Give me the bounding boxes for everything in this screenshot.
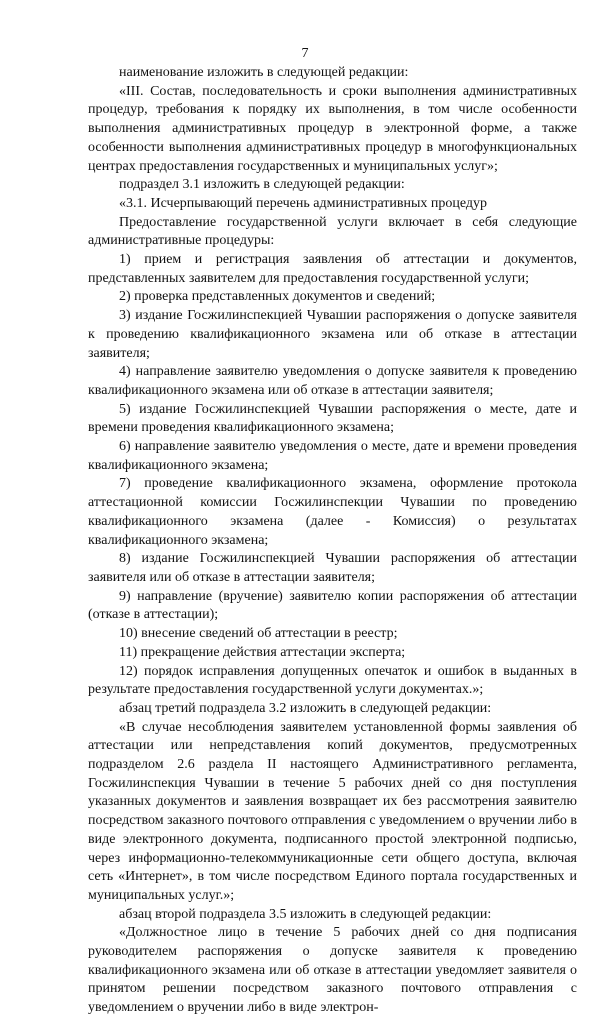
list-item-procedure-4: 4) направление заявителю уведомления о допуске заявителя к проведению квалификационного экзамена или об отказе в аттестации заявителя; [88,364,577,398]
paragraph-subsection-3-5-intro: абзац второй подраздела 3.5 изложить в следующей редакции: [119,906,492,922]
document-body [88,64,577,1018]
list-item-procedure-12: 12) порядок исправления допущенных опечаток и ошибок в выданных в результате предоставления государственной услуги документах.»; [88,663,577,698]
list-item-procedure-2: 2) проверка представленных документов и сведений; [119,289,436,305]
list-item-procedure-11: 11) прекращение действия аттестации эксперта; [119,644,406,660]
list-item-procedure-9: 9) направление (вручение) заявителю копии распоряжения об аттестации (отказе в аттестации); [88,588,577,623]
paragraph-subsection-3-1-intro: подраздел 3.1 изложить в следующей редакции: [119,177,405,193]
list-item-procedure-7: 7) проведение квалификационного экзамена, оформление протокола аттестационной комиссии Госжилинспекции Чувашии по проведению квалификационного экзамена (далее - Комиссия) о результатах квалификационного экзамена; [88,476,577,548]
paragraph-procedures-intro: Предоставление государственной услуги включает в себя следующие административные процедуры: [88,214,577,249]
list-item-procedure-8: 8) издание Госжилинспекцией Чувашии распоряжения об аттестации заявителя или об отказе в аттестации заявителя; [88,551,577,585]
list-item-procedure-3: 3) издание Госжилинспекцией Чувашии распоряжения о допуске заявителя к проведению квалификационного экзамена или об отказе в аттестации заявителя; [88,308,577,361]
paragraph-section-iii-title: «III. Состав, последовательность и сроки выполнения административных процедур, требования к порядку их выполнения, в том числе особенности выполнения административных процедур в электронной форме, а также особенности выполнения административных процедур в многофункциональных центрах предоставления государственных и муниципальных услуг»; [88,83,577,174]
list-item-procedure-5: 5) издание Госжилинспекцией Чувашии распоряжения о месте, дате и времени проведения квалификационного экзамена; [88,401,577,436]
paragraph-subsection-3-2-intro: абзац третий подраздела 3.2 изложить в следующей редакции: [119,700,492,716]
paragraph-subsection-3-5-text: «Должностное лицо в течение 5 рабочих дней со дня подписания руководителем распоряжения о допуске заявителя к проведению квалификационного экзамена или об отказе в аттестации уведомляет заявителя о принятом решении посредством заказного почтового отправления с уведомлением о вручении либо в виде электрон- [88,925,577,1016]
paragraph-heading-intro: наименование изложить в следующей редакции: [119,65,409,80]
list-item-procedure-1: 1) прием и регистрация заявления об аттестации и документов, представленных заявителем для предоставления государственной услуги; [88,252,577,286]
list-item-procedure-10: 10) внесение сведений об аттестации в реестр; [119,626,398,642]
page-number: 7 [301,46,309,61]
list-item-procedure-6: 6) направление заявителю уведомления о месте, дате и времени проведения квалификационного экзамена; [88,439,577,473]
paragraph-subsection-3-2-text: «В случае несоблюдения заявителем установленной формы заявления об аттестации или непредставления копий документов, предусмотренных подразделом 2.6 раздела II настоящего Административного регламента, Госжилинспекция Чувашии в течение 5 рабочих дней со дня поступления указанных документов и заявления возвращает их без рассмотрения заявителю посредством заказного почтового отправления с уведомлением о вручении либо в виде электронного документа, подписанного простой электронной подписью, через информационно-телекоммуникационные сети общего доступа, включая сеть «Интернет», в том числе посредством Единого портала государственных и муниципальных услуг.»; [88,719,577,903]
paragraph-subsection-3-1-title: «3.1. Исчерпывающий перечень административных процедур [119,195,488,211]
